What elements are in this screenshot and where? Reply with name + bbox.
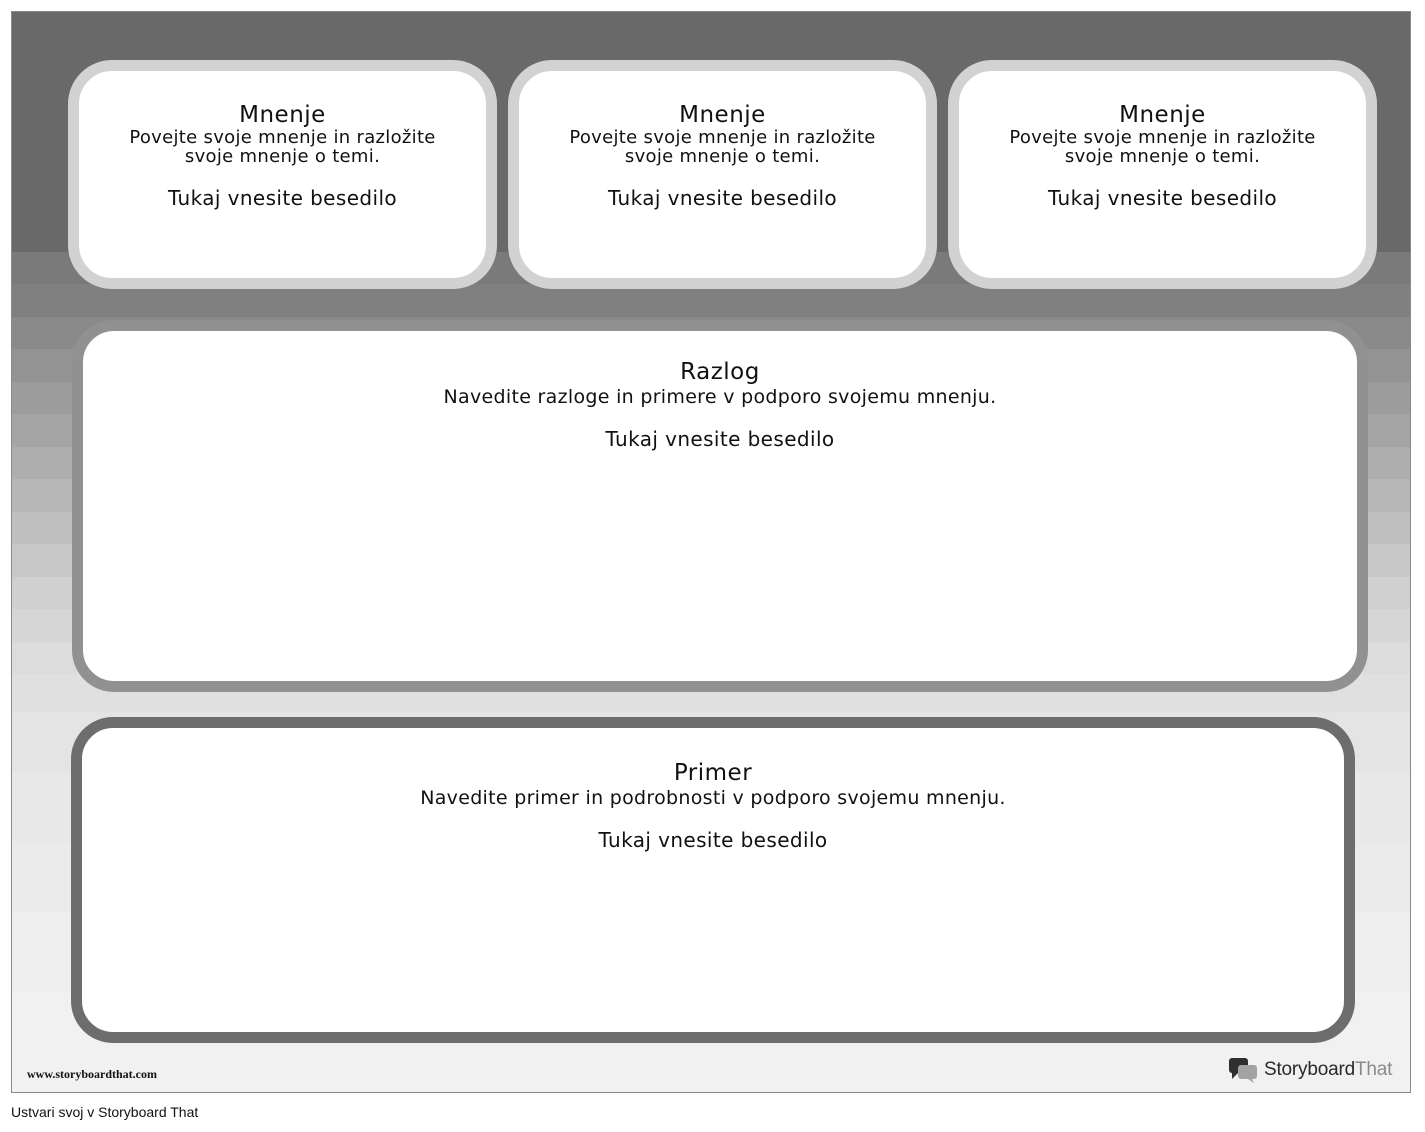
opinion-box-2[interactable] (508, 60, 937, 289)
speech-bubbles-icon (1228, 1057, 1258, 1083)
opinion-box-3[interactable] (948, 60, 1377, 289)
opinion-description: Povejte svoje mnenje in razložite svoje mnenje o temi. (129, 127, 436, 167)
opinion-title: Mnenje (679, 102, 766, 128)
text-entry-prompt[interactable]: Tukaj vnesite besedilo (1047, 186, 1278, 210)
opinion-description: Povejte svoje mnenje in razložite svoje mnenje o temi. (1009, 127, 1316, 167)
example-description: Navedite primer in podrobnosti v podporo svojemu mnenju. (420, 787, 1006, 809)
example-title: Primer (673, 760, 753, 786)
opinion-description: Povejte svoje mnenje in razložite svoje mnenje o temi. (569, 127, 876, 167)
reason-box[interactable] (72, 320, 1368, 692)
logo-text-dark: Storyboard (1264, 1059, 1355, 1080)
reason-description: Navedite razloge in primere v podporo svojemu mnenju. (443, 386, 997, 408)
logo-wordmark (1264, 1059, 1392, 1081)
opinion-box-1[interactable] (68, 60, 497, 289)
text-entry-prompt[interactable]: Tukaj vnesite besedilo (598, 828, 828, 852)
caption-link[interactable]: Ustvari svoj v Storyboard That (11, 1104, 199, 1120)
opinion-title: Mnenje (1119, 102, 1206, 128)
worksheet-canvas (11, 11, 1411, 1093)
watermark-url: www.storyboardthat.com (27, 1067, 157, 1081)
text-entry-prompt[interactable]: Tukaj vnesite besedilo (605, 427, 835, 451)
opinion-title: Mnenje (239, 102, 326, 128)
text-entry-prompt[interactable]: Tukaj vnesite besedilo (167, 186, 398, 210)
logo-text-light: That (1354, 1059, 1393, 1080)
example-box[interactable] (71, 717, 1355, 1043)
reason-title: Razlog (680, 359, 760, 385)
storyboardthat-logo (1228, 1056, 1392, 1084)
text-entry-prompt[interactable]: Tukaj vnesite besedilo (607, 186, 838, 210)
